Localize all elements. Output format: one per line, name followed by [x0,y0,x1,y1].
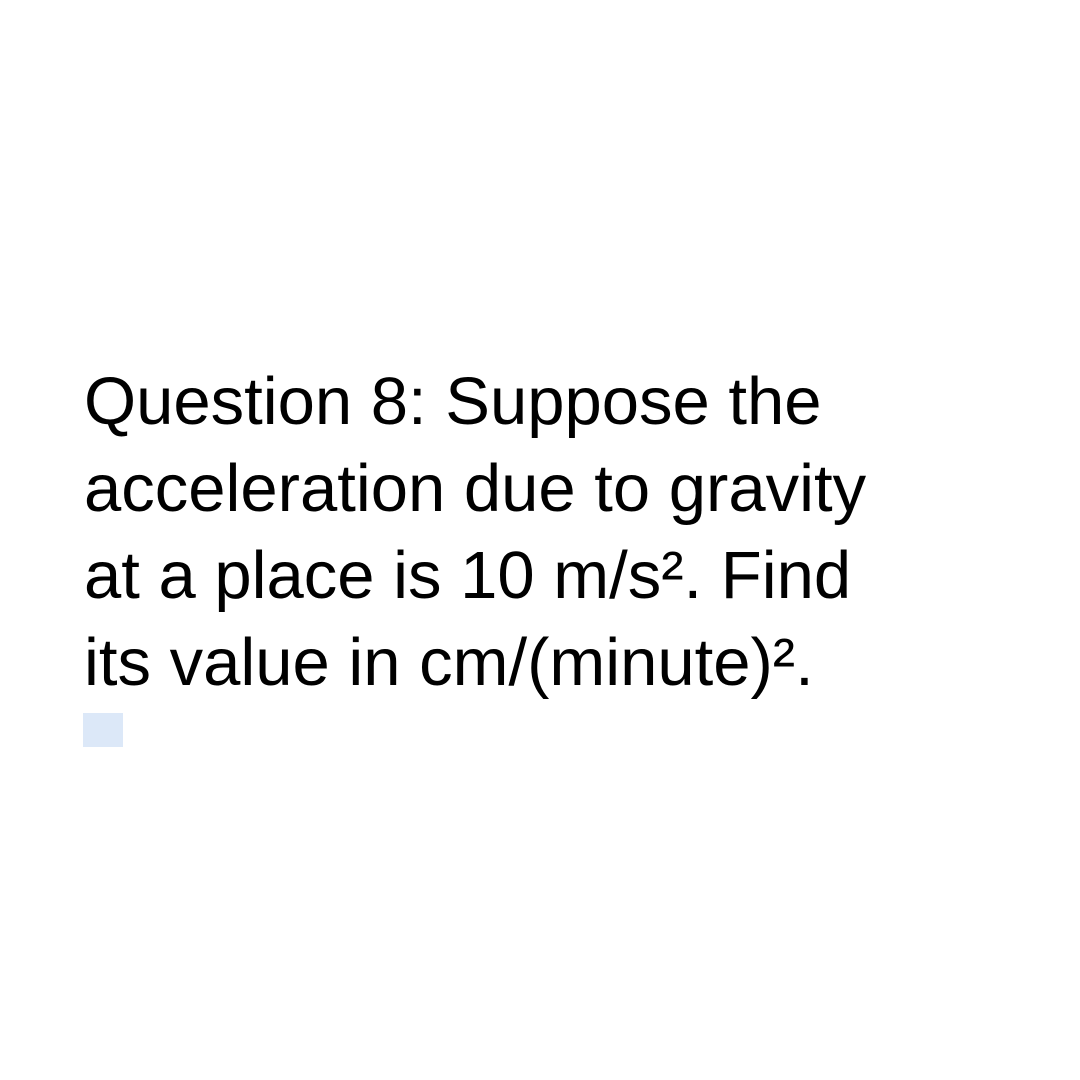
question-line-3: at a place is 10 m/s². Find [84,538,852,613]
text-cursor-selection[interactable] [83,713,123,747]
question-line-2: acceleration due to gravity [84,451,867,526]
question-line-4: its value in cm/(minute)². [84,625,814,700]
question-line-1: Question 8: Suppose the [84,364,822,439]
question-text[interactable] [84,358,1044,706]
